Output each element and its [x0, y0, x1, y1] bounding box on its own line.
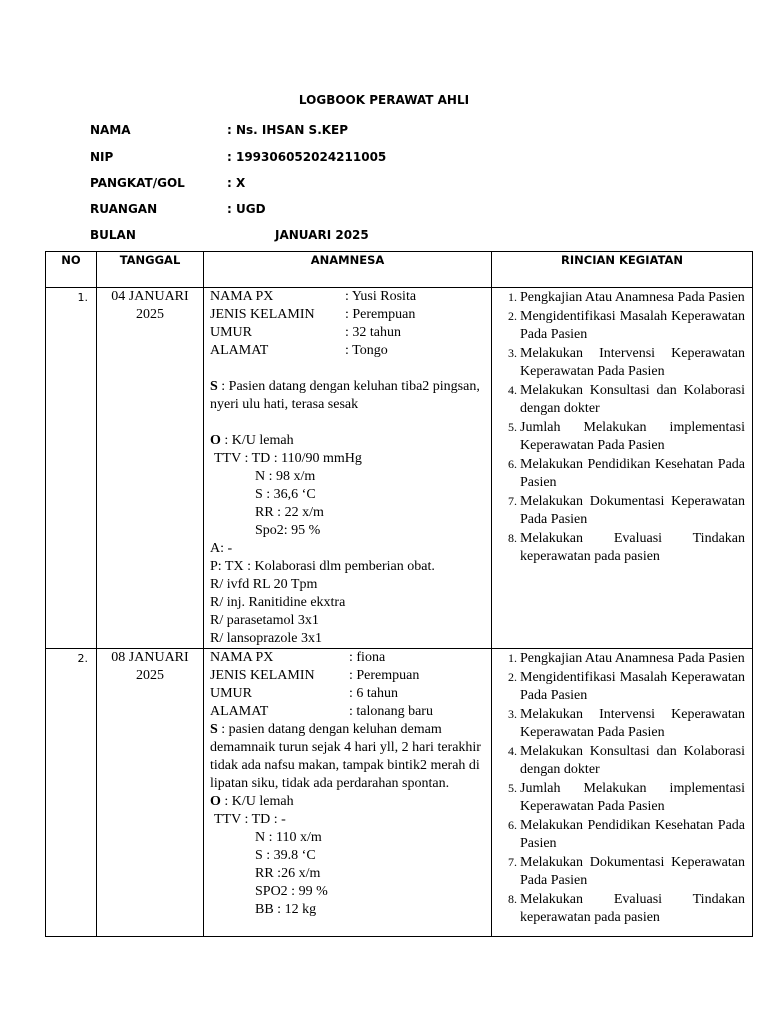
vital-line: N : 98 x/m — [255, 469, 316, 484]
vital-line: Spo2: 95 % — [255, 523, 321, 538]
field-key: UMUR — [210, 325, 253, 340]
subjective — [210, 378, 487, 414]
vital-line: RR :26 x/m — [255, 866, 321, 881]
date-line: 08 JANUARI — [111, 650, 189, 665]
table-header-row — [46, 252, 753, 288]
logbook-table — [45, 251, 753, 937]
activity-list — [492, 288, 745, 566]
activity-item: 7. Melakukan Dokumentasi Keperawatan Pada Pasien — [520, 492, 745, 529]
vital-line: S : 36,6 ‘C — [255, 487, 316, 502]
assessment-line: A: - — [210, 541, 233, 556]
activity-item: 5. Jumlah Melakukan implementasi Keperawatan Pada Pasien — [520, 418, 745, 455]
row-date — [97, 288, 204, 649]
s-text: : Pasien datang dengan keluhan tiba2 pingsan, nyeri ulu hati, terasa sesak — [210, 379, 480, 412]
activity-item: 1. Pengkajian Atau Anamnesa Pada Pasien — [520, 649, 745, 668]
patient-field — [210, 667, 487, 685]
identity-label: NAMA — [90, 123, 131, 137]
date-line: 2025 — [136, 307, 164, 322]
identity-value: : 199306052024211005 — [227, 150, 387, 164]
date-line: 2025 — [136, 668, 164, 683]
document-title: LOGBOOK PERAWAT AHLI — [298, 93, 470, 107]
identity-label: BULAN — [90, 228, 136, 242]
activity-item: 7. Melakukan Dokumentasi Keperawatan Pada Pasien — [520, 853, 745, 890]
field-key: ALAMAT — [210, 343, 269, 358]
field-key: JENIS KELAMIN — [210, 668, 315, 683]
field-value: : Perempuan — [345, 307, 416, 322]
row-number: 2. — [46, 649, 97, 937]
objective — [210, 793, 487, 811]
activity-item: 2. Mengidentifikasi Masalah Keperawatan Pada Pasien — [520, 668, 745, 705]
field-value: : 6 tahun — [349, 686, 398, 701]
field-value: : Yusi Rosita — [345, 289, 417, 304]
ttv-line: TTV : TD : 110/90 mmHg — [214, 451, 362, 466]
patient-field — [210, 649, 487, 667]
patient-field — [210, 306, 487, 324]
patient-field — [210, 288, 487, 306]
vital-line: RR : 22 x/m — [255, 505, 324, 520]
vital-line: N : 110 x/m — [255, 830, 322, 845]
row-date — [97, 649, 204, 937]
field-key: NAMA PX — [210, 289, 274, 304]
plan-line: R/ parasetamol 3x1 — [210, 613, 319, 628]
plan-line: R/ lansoprazole 3x1 — [210, 631, 322, 646]
identity-label: RUANGAN — [90, 202, 158, 216]
vital-line: BB : 12 kg — [255, 902, 317, 917]
s-label: S — [210, 379, 218, 394]
header-tanggal: TANGGAL — [97, 252, 204, 288]
activity-list — [492, 649, 745, 927]
field-value: : 32 tahun — [345, 325, 401, 340]
activity-item: 8. Melakukan Evaluasi Tindakan keperawatan pada pasien — [520, 529, 745, 566]
field-key: UMUR — [210, 686, 253, 701]
field-value: : Tongo — [345, 343, 388, 358]
o-label: O — [210, 433, 221, 448]
s-text: : pasien datang dengan keluhan demam demamnaik turun sejak 4 hari yll, 2 hari terakhir tidak ada nafsu makan, tampak bintik2 merah di lipatan siku, tidak ada perdarahan spontan. — [210, 722, 481, 791]
date-line: 04 JANUARI — [111, 289, 189, 304]
activity-item: 3. Melakukan Intervensi Keperawatan Keperawatan Pada Pasien — [520, 344, 745, 381]
field-key: JENIS KELAMIN — [210, 307, 315, 322]
activity-item: 4. Melakukan Konsultasi dan Kolaborasi dengan dokter — [520, 381, 745, 418]
field-value: : Perempuan — [349, 668, 420, 683]
row-number: 1. — [46, 288, 97, 649]
objective — [210, 432, 487, 450]
activity-item: 2. Mengidentifikasi Masalah Keperawatan Pada Pasien — [520, 307, 745, 344]
header-no: NO — [46, 252, 97, 288]
identity-label: PANGKAT/GOL — [90, 176, 185, 190]
subjective — [210, 721, 487, 793]
field-key: ALAMAT — [210, 704, 269, 719]
field-key: NAMA PX — [210, 650, 274, 665]
activity-item: 4. Melakukan Konsultasi dan Kolaborasi dengan dokter — [520, 742, 745, 779]
row-anamnesa — [204, 288, 492, 649]
plan-line: R/ ivfd RL 20 Tpm — [210, 577, 318, 592]
row-anamnesa — [204, 649, 492, 937]
identity-value: : X — [227, 176, 246, 190]
patient-field — [210, 703, 487, 721]
vital-line: S : 39.8 ‘C — [255, 848, 316, 863]
activity-item: 8. Melakukan Evaluasi Tindakan keperawatan pada pasien — [520, 890, 745, 927]
activity-item: 3. Melakukan Intervensi Keperawatan Keperawatan Pada Pasien — [520, 705, 745, 742]
table-row — [46, 649, 753, 937]
row-activities — [492, 288, 753, 649]
field-value: : fiona — [349, 650, 386, 665]
activity-item: 5. Jumlah Melakukan implementasi Keperawatan Pada Pasien — [520, 779, 745, 816]
identity-value: : Ns. IHSAN S.KEP — [227, 123, 349, 137]
header-anamnesa: ANAMNESA — [204, 252, 492, 288]
plan-line: P: TX : Kolaborasi dlm pemberian obat. — [210, 559, 435, 574]
vital-line: SPO2 : 99 % — [255, 884, 328, 899]
field-value: : talonang baru — [349, 704, 433, 719]
activity-item: 6. Melakukan Pendidikan Kesehatan Pada Pasien — [520, 455, 745, 492]
identity-value: : UGD — [227, 202, 266, 216]
row-activities — [492, 649, 753, 937]
activity-item: 6. Melakukan Pendidikan Kesehatan Pada Pasien — [520, 816, 745, 853]
o-text: : K/U lemah — [220, 433, 294, 448]
s-label: S — [210, 722, 218, 737]
identity-label: NIP — [90, 150, 114, 164]
activity-item: 1. Pengkajian Atau Anamnesa Pada Pasien — [520, 288, 745, 307]
ttv-line: TTV : TD : - — [214, 812, 286, 827]
patient-field — [210, 324, 487, 342]
patient-field — [210, 342, 487, 360]
patient-field — [210, 685, 487, 703]
o-label: O — [210, 794, 221, 809]
header-rincian: RINCIAN KEGIATAN — [492, 252, 753, 288]
identity-value: JANUARI 2025 — [275, 228, 369, 242]
table-row — [46, 288, 753, 649]
o-text: : K/U lemah — [220, 794, 294, 809]
plan-line: R/ inj. Ranitidine ekxtra — [210, 595, 346, 610]
